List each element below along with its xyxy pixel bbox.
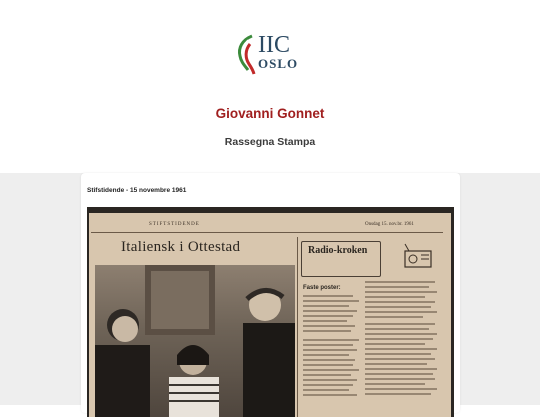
article-caption: Stifstidende - 15 novembre 1961 <box>87 187 187 194</box>
text-line <box>303 359 355 361</box>
text-line <box>303 310 357 312</box>
text-line <box>365 291 437 293</box>
iic-oslo-logo[interactable] <box>232 30 310 78</box>
text-line <box>303 320 347 322</box>
text-line <box>303 300 359 302</box>
text-line <box>365 343 425 345</box>
text-line <box>365 368 437 370</box>
text-line <box>303 325 355 327</box>
text-line <box>365 353 431 355</box>
newspaper-page <box>89 213 451 417</box>
text-line <box>303 339 359 341</box>
column-divider <box>297 237 298 417</box>
masthead-name: STIFTSTIDENDE <box>149 222 200 227</box>
text-line <box>303 394 357 396</box>
page-header <box>0 0 540 173</box>
logo-iic-text: IIC <box>258 32 290 58</box>
text-line <box>303 369 359 371</box>
radio-section-box <box>301 241 381 277</box>
text-line <box>365 316 423 318</box>
text-line <box>303 374 351 376</box>
logo-emblem-icon <box>232 32 258 76</box>
text-line <box>365 378 435 380</box>
text-line <box>365 296 425 298</box>
text-line <box>365 363 427 365</box>
text-line <box>303 349 357 351</box>
text-line <box>365 338 433 340</box>
text-line <box>303 315 353 317</box>
text-line <box>365 286 429 288</box>
text-line <box>303 295 353 297</box>
text-line <box>365 311 437 313</box>
masthead-date: Onsdag 15. nov.br. 1961 <box>365 222 414 227</box>
text-line <box>365 388 437 390</box>
photo-figures <box>95 265 295 417</box>
text-line <box>303 354 349 356</box>
text-line <box>303 379 357 381</box>
text-line <box>303 384 353 386</box>
text-line <box>303 364 353 366</box>
text-line <box>365 306 431 308</box>
press-article-card <box>81 173 460 413</box>
logo-oslo-text: OSLO <box>258 56 299 71</box>
radio-subheading: Faste poster: <box>303 285 341 291</box>
text-line <box>303 330 351 332</box>
text-line <box>365 323 435 325</box>
text-line <box>365 333 437 335</box>
text-line <box>365 348 437 350</box>
text-line <box>303 305 349 307</box>
radio-icon <box>401 243 437 269</box>
radio-section-title: Radio-kroken <box>308 245 368 256</box>
text-line <box>365 393 431 395</box>
text-line <box>365 383 425 385</box>
text-line <box>365 373 433 375</box>
page-subtitle: Rassegna Stampa <box>224 136 316 148</box>
text-line <box>365 301 435 303</box>
text-line <box>365 281 435 283</box>
masthead-rule <box>91 232 443 233</box>
clipping-photo <box>95 265 295 417</box>
text-line <box>365 358 435 360</box>
text-line <box>303 389 349 391</box>
page-title: Giovanni Gonnet <box>215 106 325 121</box>
text-line <box>365 328 429 330</box>
clipping-headline: Italiensk i Ottestad <box>121 239 241 255</box>
newspaper-clipping-image[interactable] <box>87 207 454 417</box>
text-line <box>303 344 353 346</box>
